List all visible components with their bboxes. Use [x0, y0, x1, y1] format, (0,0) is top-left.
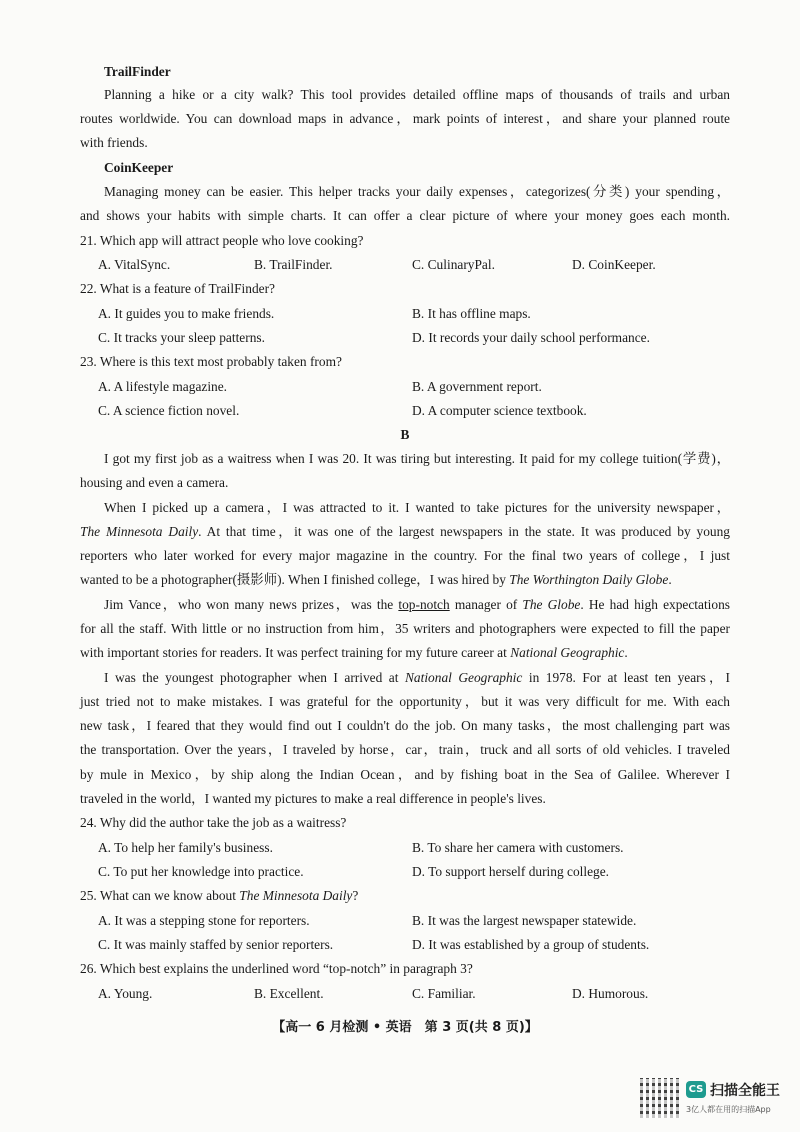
passage-line: I was the youngest photographer when I arrived at National Geographic in 1978. For at least ten years，I [104, 670, 731, 685]
option-25c[interactable]: C. It was mainly staffed by senior reporters. [98, 937, 334, 952]
option-25b[interactable]: B. It was the largest newspaper statewide. [412, 913, 637, 928]
option-23d[interactable]: D. A computer science textbook. [412, 403, 587, 418]
newspaper-title: The Minnesota Daily [80, 524, 199, 539]
passage-line: wanted to be a photographer(摄影师). When I finished college，I was hired by The Worthington Daily Globe. [80, 572, 672, 587]
question-26: 26. Which best explains the underlined word “top-notch” in paragraph 3? [80, 961, 473, 976]
option-26d[interactable]: D. Humorous. [572, 986, 649, 1001]
question-21: 21. Which app will attract people who love cooking? [80, 233, 364, 248]
passage-line: reporters who later worked for every major magazine in the country. For the final two years of college，I just [80, 548, 730, 563]
passage-line: Jim Vance，who won many news prizes，was the top-notch manager of The Globe. He had high expectations [104, 597, 730, 612]
app-desc-line: routes worldwide. You can download maps in advance，mark points of interest，and share your planned route [80, 111, 730, 126]
option-24a[interactable]: A. To help her family's business. [98, 840, 273, 855]
magazine-title: National Geographic [404, 670, 523, 685]
option-26b[interactable]: B. Excellent. [254, 986, 324, 1001]
app-heading-coinkeeper: CoinKeeper [104, 160, 174, 175]
option-23a[interactable]: A. A lifestyle magazine. [98, 379, 228, 394]
option-26a[interactable]: A. Young. [98, 986, 153, 1001]
magazine-title: National Geographic [510, 645, 625, 660]
app-desc-line: Managing money can be easier. This helper tracks your daily expenses，categorizes(分类) your spending， [104, 184, 730, 199]
newspaper-title: The Globe [522, 597, 581, 612]
passage-line: When I picked up a camera，I was attracted to it. I wanted to take pictures for the university newspaper， [104, 500, 730, 515]
newspaper-title: The Worthington Daily Globe [509, 572, 669, 587]
passage-line: by mule in Mexico，by ship along the Indian Ocean，and by fishing boat in the Sea of Galilee. Wherever I [80, 767, 730, 782]
option-25d[interactable]: D. It was established by a group of students. [412, 937, 650, 952]
passage-line: with important stories for readers. It was perfect training for my future career at National Geographic. [80, 645, 628, 660]
passage-line: I got my first job as a waitress when I was 20. It was tiring but interesting. It paid for my college tuition(学费)， [104, 451, 730, 466]
app-heading-trailfinder: TrailFinder [104, 64, 171, 79]
section-b-heading: B [400, 427, 410, 442]
option-26c[interactable]: C. Familiar. [412, 986, 476, 1001]
question-22: 22. What is a feature of TrailFinder? [80, 281, 275, 296]
passage-line: housing and even a camera. [80, 475, 229, 490]
qr-code-pattern [640, 1078, 680, 1118]
option-21d[interactable]: D. CoinKeeper. [572, 257, 656, 272]
question-25: 25. What can we know about The Minnesota Daily? [80, 888, 359, 903]
question-24: 24. Why did the author take the job as a waitress? [80, 815, 347, 830]
option-23b[interactable]: B. A government report. [412, 379, 542, 394]
camscanner-logo-icon: CS [686, 1081, 706, 1098]
camscanner-name: 扫描全能王 [710, 1083, 780, 1099]
passage-line: the transportation. Over the years，I traveled by horse，car，train，truck and all sorts of old vehicles. I traveled [80, 742, 730, 757]
option-24d[interactable]: D. To support herself during college. [412, 864, 610, 879]
passage-line: traveled in the world，I wanted my pictures to make a real difference in people's lives. [80, 791, 546, 806]
option-21a[interactable]: A. VitalSync. [98, 257, 171, 272]
app-desc-line: with friends. [80, 135, 148, 150]
passage-line: The Minnesota Daily. At that time，it was one of the largest newspapers in the state. It was produced by young [80, 524, 730, 539]
option-24b[interactable]: B. To share her camera with customers. [412, 840, 624, 855]
passage-line: for all the staff. With little or no instruction from him，35 writers and photographers were expected to fill the paper [80, 621, 730, 636]
option-25a[interactable]: A. It was a stepping stone for reporters. [98, 913, 310, 928]
option-24c[interactable]: C. To put her knowledge into practice. [98, 864, 304, 879]
question-23: 23. Where is this text most probably taken from? [80, 354, 342, 369]
option-21c[interactable]: C. CulinaryPal. [412, 257, 495, 272]
option-22a[interactable]: A. It guides you to make friends. [98, 306, 275, 321]
passage-line: new task，I feared that they would find out I couldn't do the job. On many tasks，the most challenging part was [80, 718, 730, 733]
option-22c[interactable]: C. It tracks your sleep patterns. [98, 330, 265, 345]
option-23c[interactable]: C. A science fiction novel. [98, 403, 240, 418]
app-desc-line: Planning a hike or a city walk? This tool provides detailed offline maps of thousands of trails and urban [104, 87, 730, 102]
option-22d[interactable]: D. It records your daily school performance. [412, 330, 650, 345]
app-desc-line: and shows your habits with simple charts. It can offer a clear picture of where your money goes each month. [80, 208, 730, 223]
underlined-word: top-notch [398, 597, 450, 612]
option-21b[interactable]: B. TrailFinder. [254, 257, 333, 272]
page-footer: 【高一 6 月检测 • 英语 第 3 页(共 8 页)】 [272, 1020, 538, 1035]
option-22b[interactable]: B. It has offline maps. [412, 306, 531, 321]
passage-line: just tried not to make mistakes. I was grateful for the opportunity，but it was very difficult for me. With each [80, 694, 730, 709]
camscanner-tagline: 3亿人都在用的扫描App [686, 1105, 771, 1114]
